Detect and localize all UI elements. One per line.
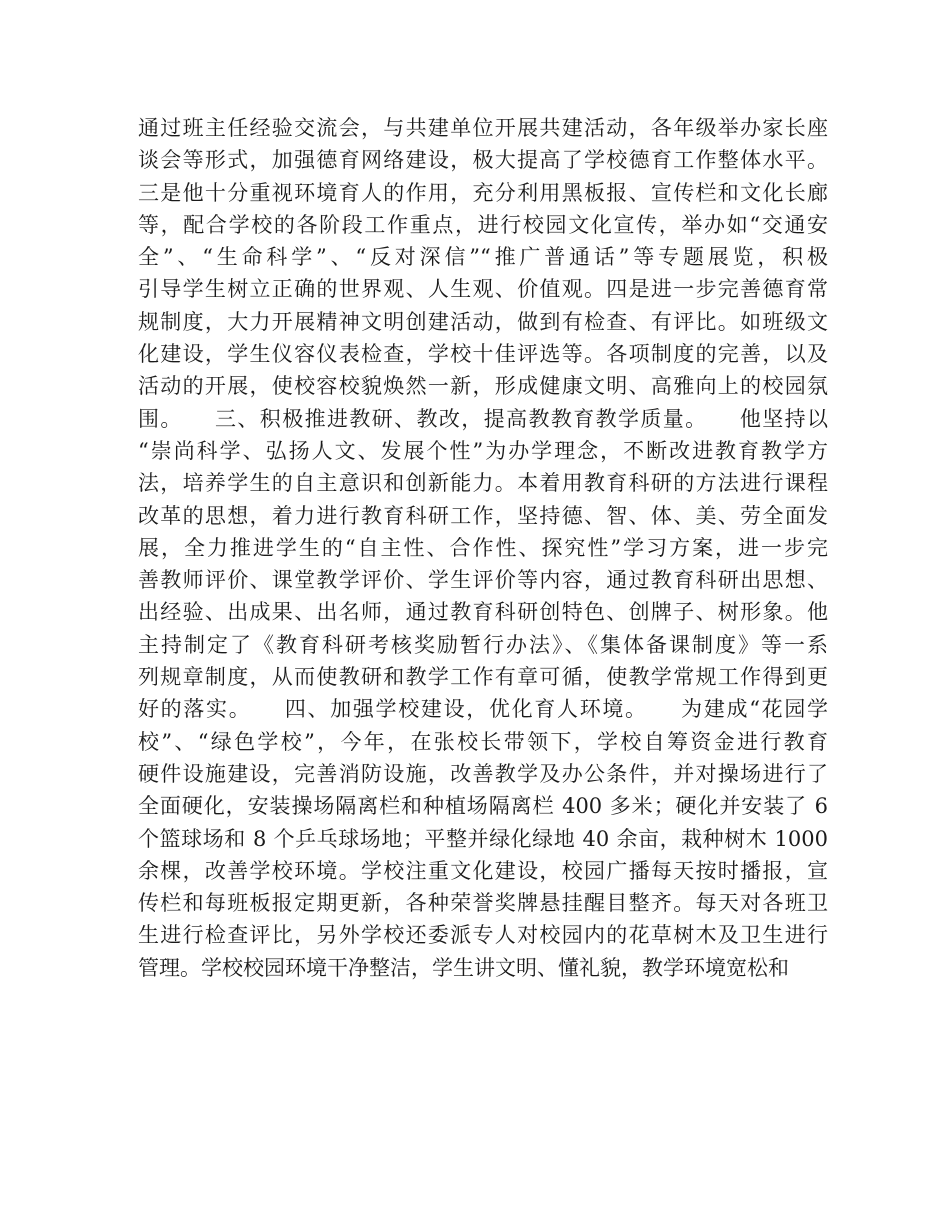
text-line-25: 传栏和每班板报定期更新，各种荣誉奖牌悬挂醒目整齐。每天对各班卫 bbox=[138, 891, 828, 916]
text-line-22: 全面硬化，安装操场隔离栏和种植场隔离栏 400 多米；硬化并安装了 6 bbox=[138, 794, 828, 819]
text-line-26: 生进行检查评比，另外学校还委派专人对校园内的花草树木及卫生进行 bbox=[138, 923, 828, 948]
text-line-15: 善教师评价、课堂教学评价、学生评价等内容，通过教育科研出思想、 bbox=[138, 568, 828, 593]
text-line-2: 谈会等形式，加强德育网络建设，极大提高了学校德育工作整体水平。 bbox=[138, 148, 828, 173]
text-line-11: “崇尚科学、弘扬人文、发展个性”为办学理念，不断改进教育教学方 bbox=[138, 438, 828, 463]
text-line-8: 化建设，学生仪容仪表检查，学校十佳评选等。各项制度的完善，以及 bbox=[138, 342, 828, 367]
text-line-23: 个篮球场和 8 个乒乓球场地；平整并绿化绿地 40 余亩，栽种树木 1000 bbox=[138, 826, 828, 851]
text-line-4: 等，配合学校的各阶段工作重点，进行校园文化宣传，举办如“交通安 bbox=[138, 212, 828, 237]
text-line-17: 主持制定了《教育科研考核奖励暂行办法》、《集体备课制度》等一系 bbox=[138, 632, 828, 657]
text-line-9: 活动的开展，使校容校貌焕然一新，形成健康文明、高雅向上的校园氛 bbox=[138, 374, 828, 399]
text-line-5: 全”、“生命科学”、“反对深信”“推广普通话”等专题展览，积极 bbox=[138, 245, 828, 270]
text-line-18: 列规章制度，从而使教研和教学工作有章可循，使教学常规工作得到更 bbox=[138, 665, 828, 690]
text-line-21: 硬件设施建设，完善消防设施，改善教学及办公条件，并对操场进行了 bbox=[138, 761, 828, 786]
text-line-27: 管理。学校校园环境干净整洁，学生讲文明、懂礼貌，教学环境宽松和 bbox=[138, 955, 789, 980]
text-line-3: 三是他十分重视环境育人的作用，充分利用黑板报、宣传栏和文化长廊 bbox=[138, 180, 828, 205]
text-line-12: 法，培养学生的自主意识和创新能力。本着用教育科研的方法进行课程 bbox=[138, 471, 828, 496]
text-line-19: 好的落实。 四、加强学校建设，优化育人环境。 为建成“花园学 bbox=[138, 697, 828, 722]
text-line-6: 引导学生树立正确的世界观、人生观、价值观。四是进一步完善德育常 bbox=[138, 277, 828, 302]
text-line-7: 规制度，大力开展精神文明创建活动，做到有检查、有评比。如班级文 bbox=[138, 309, 828, 334]
body-text bbox=[138, 112, 828, 984]
text-line-16: 出经验、出成果、出名师，通过教育科研创特色、创牌子、树形象。他 bbox=[138, 600, 828, 625]
text-line-1: 通过班主任经验交流会，与共建单位开展共建活动，各年级举办家长座 bbox=[138, 116, 828, 140]
text-line-13: 改革的思想，着力进行教育科研工作，坚持德、智、体、美、劳全面发 bbox=[138, 503, 828, 528]
text-line-20: 校”、“绿色学校”，今年，在张校长带领下，学校自筹资金进行教育 bbox=[138, 729, 828, 754]
text-line-24: 余棵，改善学校环境。学校注重文化建设，校园广播每天按时播报，宣 bbox=[138, 858, 828, 883]
text-line-10: 围。 三、积极推进教研、教改，提高教教育教学质量。 他坚持以 bbox=[138, 406, 828, 431]
text-line-14: 展，全力推进学生的“自主性、合作性、探究性”学习方案，进一步完 bbox=[138, 535, 828, 560]
